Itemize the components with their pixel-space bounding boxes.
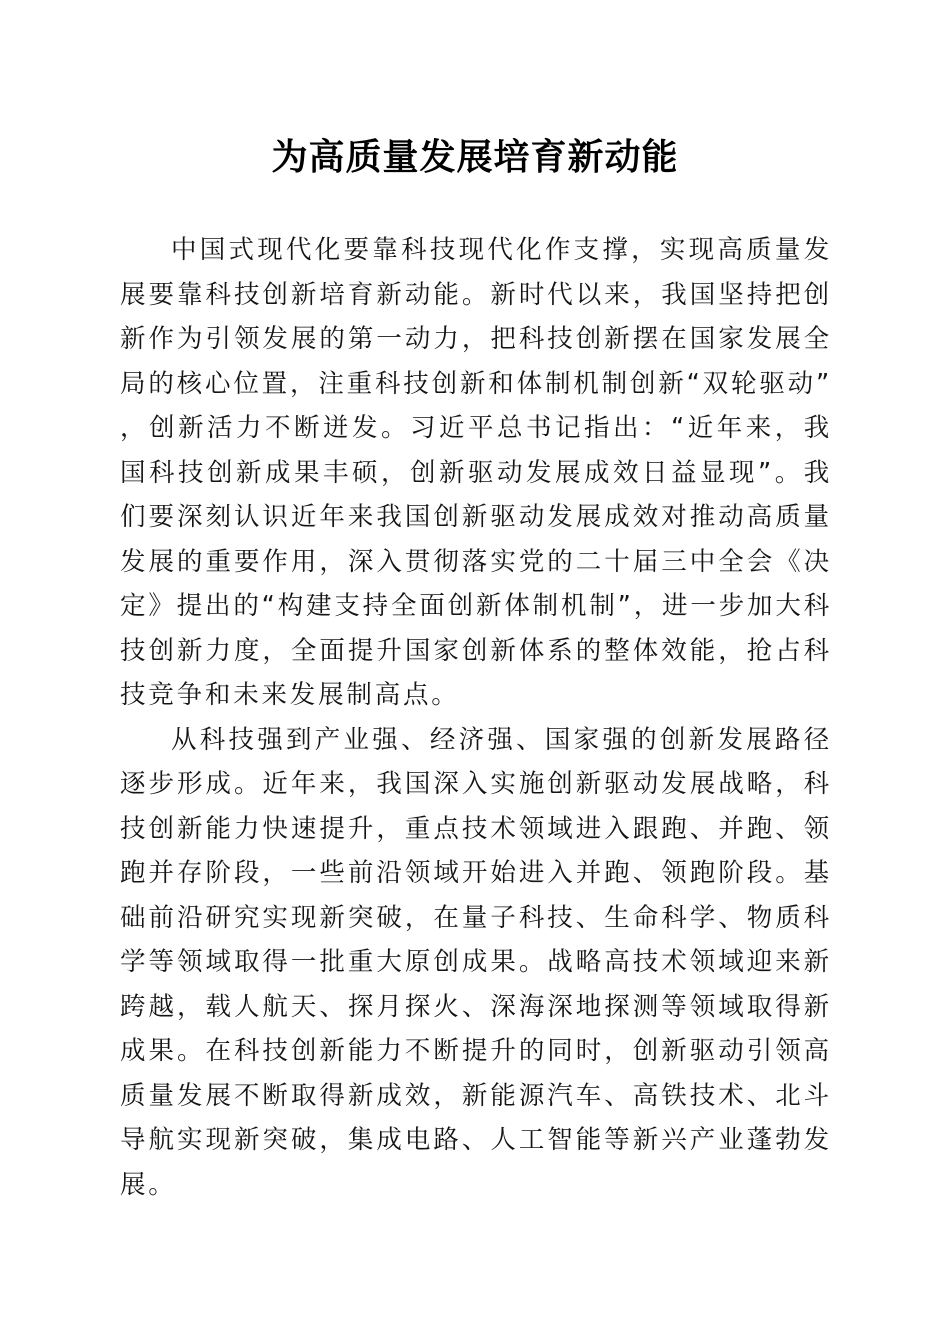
document-title: 为高质量发展培育新动能 xyxy=(271,136,679,178)
paragraph-1: 中国式现代化要靠科技现代化作支撑，实现高质量发展要靠科技创新培育新动能。新时代以来，我国坚持把创新作为引领发展的第一动力，把科技创新摆在国家发展全局的核心位置，注重科技创新和体制机制创新“双轮驱动”，创新活力不断迸发。习近平总书记指出：“近年来，我国科技创新成果丰硕，创新驱动发展成效日益显现”。我们要深刻认识近年来我国创新驱动发展成效对推动高质量发展的重要作用，深入贯彻落实党的二十届三中全会《决定》提出的“构建支持全面创新体制机制”，进一步加大科技创新力度，全面提升国家创新体系的整体效能，抢占科技竞争和未来发展制高点。 xyxy=(120,235,832,710)
paragraph-2: 从科技强到产业强、经济强、国家强的创新发展路径逐步形成。近年来，我国深入实施创新驱动发展战略，科技创新能力快速提升，重点技术领域进入跟跑、并跑、领跑并存阶段，一些前沿领域开始进入并跑、领跑阶段。基础前沿研究实现新突破，在量子科技、生命科学、物质科学等领域取得一批重大原创成果。战略高技术领域迎来新跨越，载人航天、探月探火、深海深地探测等领域取得新成果。在科技创新能力不断提升的同时，创新驱动引领高质量发展不断取得新成效，新能源汽车、高铁技术、北斗导航实现新突破，集成电路、人工智能等新兴产业蓬勃发展。 xyxy=(120,724,832,1200)
document-body xyxy=(120,228,832,1207)
